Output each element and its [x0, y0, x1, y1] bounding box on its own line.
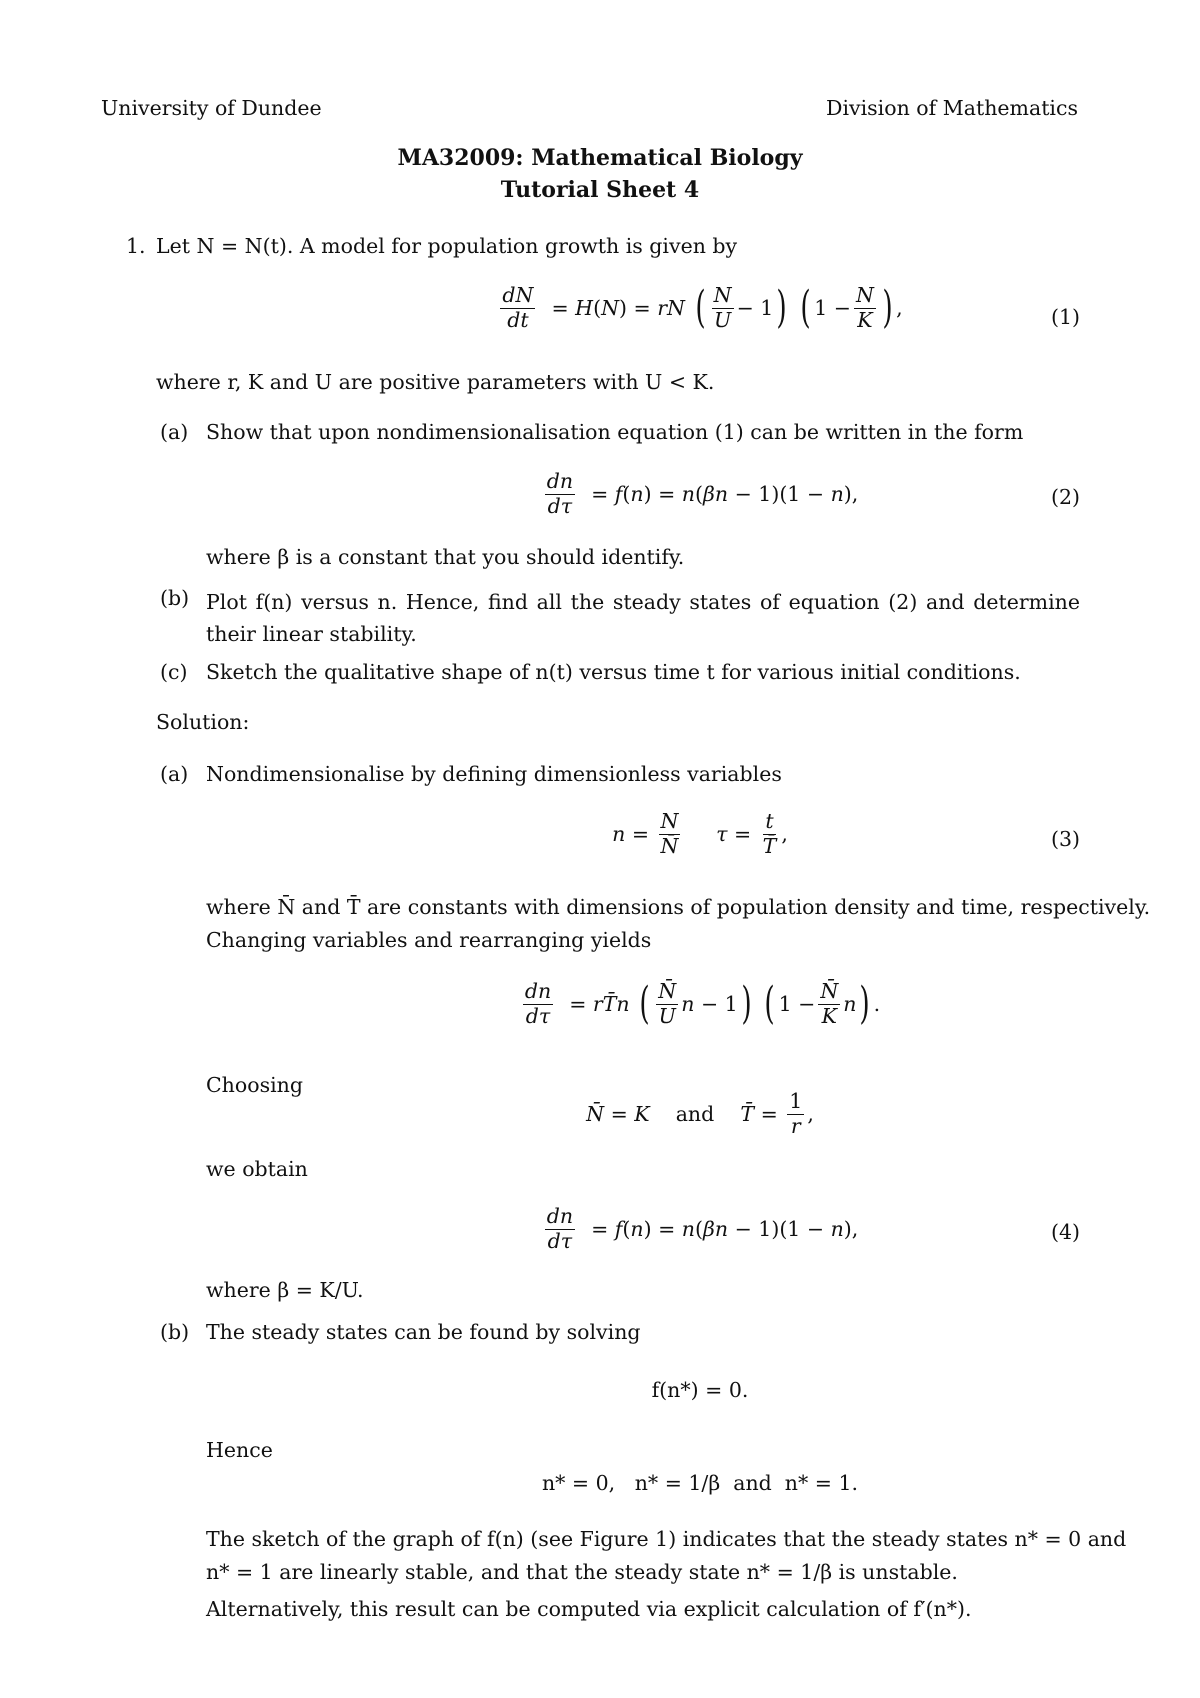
equation-2: $\frac{dn}{d\tau}$ = f(n) = n(βn − 1)(1 − n), — [546, 469, 859, 518]
question-intro: Let N = N(t). A model for population growth is given by — [156, 234, 738, 258]
steady-state-equation: f(n*) = 0. — [651, 1378, 749, 1402]
equation-4: $\frac{dn}{d\tau}$ = f(n) = n(βn − 1)(1 − n), — [546, 1204, 859, 1253]
equation-4-label: (4) — [1050, 1220, 1080, 1244]
solution-a-intro: Nondimensionalise by defining dimensionless variables — [206, 762, 782, 786]
solution-a-changing: Changing variables and rearranging yields — [206, 928, 652, 952]
equation-3-label: (3) — [1050, 827, 1080, 851]
part-a-label: (a) — [160, 420, 189, 444]
part-c-label: (c) — [160, 660, 188, 684]
solution-a-label: (a) — [160, 762, 189, 786]
beta-definition: where β = K/U. — [206, 1278, 364, 1302]
sheet-title: Tutorial Sheet 4 — [500, 177, 700, 203]
part-a-text: Show that upon nondimensionalisation equation (1) can be written in the form — [206, 420, 1024, 444]
course-title: MA32009: Mathematical Biology — [397, 145, 803, 171]
header-division: Division of Mathematics — [826, 96, 1078, 120]
solution-heading: Solution: — [156, 710, 250, 734]
solution-a-where: where N̄ and T̄ are constants with dimensions of population density and time, respectively. — [206, 895, 1151, 919]
solution-we-obtain: we obtain — [206, 1157, 308, 1181]
steady-states-list: n* = 0, n* = 1/β and n* = 1. — [541, 1471, 859, 1495]
solution-b-label: (b) — [160, 1320, 190, 1344]
equation-2-label: (2) — [1050, 485, 1080, 509]
part-b-text: Plot f(n) versus n. Hence, find all the steady states of equation (2) and determine their linear stability. — [206, 590, 1080, 646]
and-word: and — [675, 1102, 715, 1127]
equation-choice: N̄ = K and T̄ = $\frac{1}{r}$ , — [586, 1089, 814, 1138]
question-number: 1. — [126, 234, 146, 258]
solution-hence: Hence — [206, 1438, 273, 1462]
solution-choosing: Choosing — [206, 1073, 303, 1097]
equation-rearranged: $\frac{dn}{d\tau}$ = rT̄n ( $\frac{N̄}{U}$ n − 1) ( 1 − $\frac{N̄}{K}$ n) . — [524, 978, 881, 1030]
header-university: University of Dundee — [101, 96, 322, 120]
sketch-line-2: n* = 1 are linearly stable, and that the steady state n* = 1/β is unstable. — [206, 1560, 958, 1584]
parameter-description: where r, K and U are positive parameters with U < K. — [156, 370, 715, 394]
part-b-label: (b) — [160, 586, 190, 610]
equation-3: n = $\frac{N}{N̄}$ τ = $\frac{t}{T̄}$ , — [612, 809, 788, 858]
part-a-where: where β is a constant that you should identify. — [206, 545, 685, 569]
equation-1: $\frac{dN}{dt}$ = H(N) = rN ( $\frac{N}{U}$ − 1) ( 1 − $\frac{N}{K}$ ) , — [502, 282, 903, 334]
alternative-note: Alternatively, this result can be computed via explicit calculation of f′(n*). — [206, 1597, 972, 1621]
sketch-line-1: The sketch of the graph of f(n) (see Figure 1) indicates that the steady states n* = 0 and — [206, 1527, 1127, 1551]
part-c-text: Sketch the qualitative shape of n(t) versus time t for various initial conditions. — [206, 660, 1021, 684]
solution-b-intro: The steady states can be found by solving — [206, 1320, 641, 1344]
equation-1-label: (1) — [1050, 305, 1080, 329]
